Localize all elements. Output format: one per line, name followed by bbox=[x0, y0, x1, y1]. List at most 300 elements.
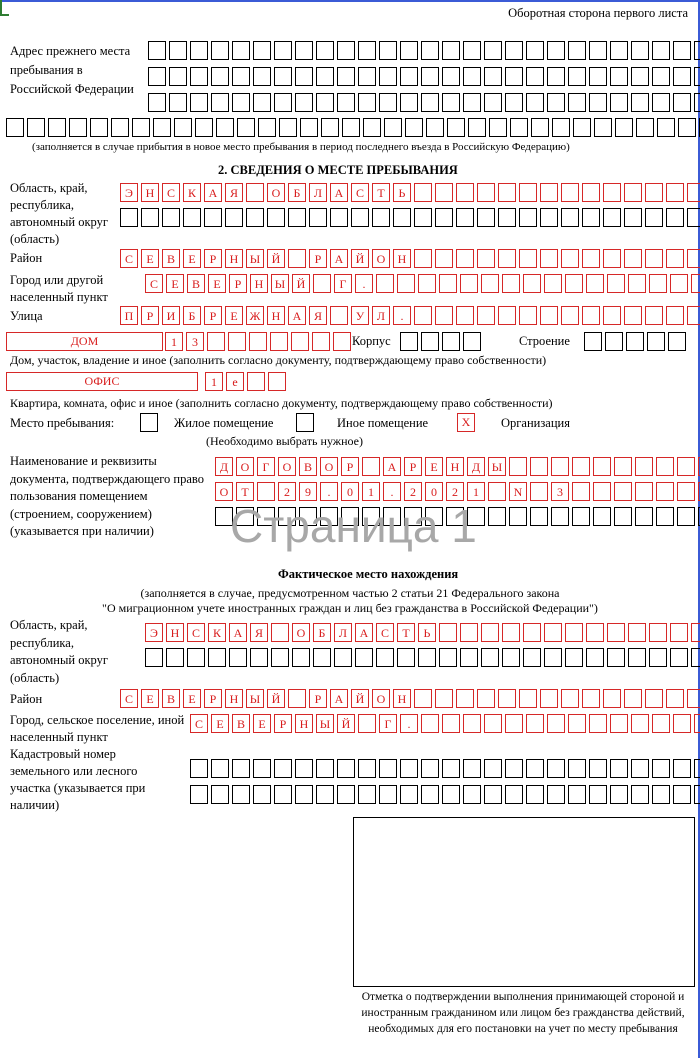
char-cell[interactable] bbox=[271, 648, 289, 667]
char-cell[interactable]: С bbox=[162, 183, 180, 202]
char-cell[interactable]: . bbox=[320, 482, 338, 501]
char-cell[interactable]: О bbox=[292, 623, 310, 642]
char-cell[interactable] bbox=[268, 372, 286, 391]
char-cell[interactable] bbox=[414, 208, 432, 227]
char-cell[interactable] bbox=[589, 93, 607, 112]
char-cell[interactable]: С bbox=[187, 623, 205, 642]
char-cell[interactable] bbox=[572, 482, 590, 501]
char-cell[interactable]: Б bbox=[288, 183, 306, 202]
char-cell[interactable] bbox=[48, 118, 66, 137]
char-cell[interactable] bbox=[148, 41, 166, 60]
char-cell[interactable] bbox=[573, 118, 591, 137]
char-cell[interactable] bbox=[397, 274, 415, 293]
char-cell[interactable] bbox=[250, 648, 268, 667]
cadastral-line-1[interactable] bbox=[190, 759, 700, 778]
char-cell[interactable] bbox=[694, 41, 700, 60]
char-cell[interactable] bbox=[477, 249, 495, 268]
char-cell[interactable]: Д bbox=[215, 457, 233, 476]
char-cell[interactable] bbox=[421, 332, 439, 351]
char-cell[interactable] bbox=[253, 67, 271, 86]
char-cell[interactable]: К bbox=[183, 183, 201, 202]
char-cell[interactable] bbox=[523, 648, 541, 667]
char-cell[interactable] bbox=[162, 208, 180, 227]
char-cell[interactable] bbox=[626, 332, 644, 351]
char-cell[interactable]: Р bbox=[204, 306, 222, 325]
char-cell[interactable] bbox=[358, 67, 376, 86]
char-cell[interactable] bbox=[421, 785, 439, 804]
char-cell[interactable] bbox=[249, 332, 267, 351]
char-cell[interactable] bbox=[631, 93, 649, 112]
district-line[interactable] bbox=[120, 249, 700, 268]
char-cell[interactable] bbox=[561, 306, 579, 325]
char-cell[interactable] bbox=[481, 648, 499, 667]
char-cell[interactable] bbox=[610, 714, 628, 733]
char-cell[interactable] bbox=[666, 689, 684, 708]
char-cell[interactable] bbox=[666, 249, 684, 268]
char-cell[interactable] bbox=[540, 689, 558, 708]
char-cell[interactable] bbox=[589, 759, 607, 778]
char-cell[interactable] bbox=[456, 183, 474, 202]
char-cell[interactable] bbox=[207, 332, 225, 351]
char-cell[interactable] bbox=[610, 41, 628, 60]
street-line[interactable] bbox=[120, 306, 700, 325]
char-cell[interactable] bbox=[183, 208, 201, 227]
char-cell[interactable] bbox=[523, 274, 541, 293]
char-cell[interactable] bbox=[337, 41, 355, 60]
char-cell[interactable] bbox=[190, 67, 208, 86]
char-cell[interactable] bbox=[589, 785, 607, 804]
city-line[interactable] bbox=[145, 274, 700, 293]
char-cell[interactable] bbox=[547, 759, 565, 778]
char-cell[interactable] bbox=[505, 67, 523, 86]
char-cell[interactable] bbox=[568, 785, 586, 804]
char-cell[interactable] bbox=[540, 208, 558, 227]
char-cell[interactable] bbox=[174, 118, 192, 137]
char-cell[interactable] bbox=[312, 332, 330, 351]
char-cell[interactable] bbox=[316, 785, 334, 804]
char-cell[interactable]: А bbox=[204, 183, 222, 202]
char-cell[interactable] bbox=[552, 118, 570, 137]
char-cell[interactable]: Б bbox=[313, 623, 331, 642]
char-cell[interactable] bbox=[435, 306, 453, 325]
char-cell[interactable] bbox=[148, 67, 166, 86]
char-cell[interactable] bbox=[605, 332, 623, 351]
char-cell[interactable] bbox=[484, 67, 502, 86]
char-cell[interactable]: Т bbox=[372, 183, 390, 202]
char-cell[interactable]: С bbox=[351, 183, 369, 202]
char-cell[interactable] bbox=[300, 118, 318, 137]
char-cell[interactable]: 1 bbox=[165, 332, 183, 351]
char-cell[interactable] bbox=[379, 785, 397, 804]
char-cell[interactable]: Й bbox=[351, 689, 369, 708]
char-cell[interactable] bbox=[687, 183, 700, 202]
char-cell[interactable] bbox=[551, 507, 569, 526]
char-cell[interactable] bbox=[257, 482, 275, 501]
char-cell[interactable] bbox=[211, 759, 229, 778]
char-cell[interactable] bbox=[442, 759, 460, 778]
char-cell[interactable] bbox=[204, 208, 222, 227]
char-cell[interactable] bbox=[421, 759, 439, 778]
char-cell[interactable] bbox=[645, 306, 663, 325]
char-cell[interactable] bbox=[421, 714, 439, 733]
char-cell[interactable] bbox=[586, 623, 604, 642]
char-cell[interactable] bbox=[687, 208, 700, 227]
char-cell[interactable] bbox=[603, 306, 621, 325]
char-cell[interactable] bbox=[568, 714, 586, 733]
char-cell[interactable] bbox=[635, 507, 653, 526]
char-cell[interactable] bbox=[603, 689, 621, 708]
char-cell[interactable] bbox=[400, 41, 418, 60]
char-cell[interactable] bbox=[274, 67, 292, 86]
char-cell[interactable] bbox=[379, 41, 397, 60]
char-cell[interactable] bbox=[614, 507, 632, 526]
char-cell[interactable]: Р bbox=[309, 689, 327, 708]
char-cell[interactable] bbox=[316, 93, 334, 112]
char-cell[interactable] bbox=[691, 648, 700, 667]
char-cell[interactable] bbox=[330, 208, 348, 227]
char-cell[interactable] bbox=[498, 208, 516, 227]
char-cell[interactable] bbox=[274, 759, 292, 778]
char-cell[interactable] bbox=[463, 332, 481, 351]
char-cell[interactable] bbox=[645, 208, 663, 227]
char-cell[interactable] bbox=[393, 208, 411, 227]
char-cell[interactable]: А bbox=[330, 249, 348, 268]
char-cell[interactable] bbox=[379, 67, 397, 86]
char-cell[interactable] bbox=[169, 93, 187, 112]
char-cell[interactable]: О bbox=[267, 183, 285, 202]
char-cell[interactable] bbox=[565, 623, 583, 642]
char-cell[interactable] bbox=[547, 41, 565, 60]
char-cell[interactable] bbox=[442, 332, 460, 351]
char-cell[interactable]: Р bbox=[341, 457, 359, 476]
char-cell[interactable] bbox=[330, 306, 348, 325]
char-cell[interactable] bbox=[547, 714, 565, 733]
char-cell[interactable] bbox=[481, 623, 499, 642]
char-cell[interactable] bbox=[656, 507, 674, 526]
char-cell[interactable]: Н bbox=[295, 714, 313, 733]
char-cell[interactable] bbox=[498, 183, 516, 202]
char-cell[interactable] bbox=[120, 208, 138, 227]
char-cell[interactable] bbox=[253, 93, 271, 112]
char-cell[interactable]: 2 bbox=[278, 482, 296, 501]
char-cell[interactable] bbox=[295, 785, 313, 804]
char-cell[interactable]: . bbox=[400, 714, 418, 733]
char-cell[interactable] bbox=[397, 648, 415, 667]
char-cell[interactable] bbox=[607, 648, 625, 667]
char-cell[interactable] bbox=[141, 208, 159, 227]
char-cell[interactable]: 3 bbox=[186, 332, 204, 351]
char-cell[interactable] bbox=[111, 118, 129, 137]
char-cell[interactable] bbox=[316, 759, 334, 778]
char-cell[interactable] bbox=[372, 208, 390, 227]
char-cell[interactable] bbox=[274, 785, 292, 804]
building-field[interactable] bbox=[584, 332, 689, 351]
char-cell[interactable] bbox=[572, 457, 590, 476]
char-cell[interactable] bbox=[288, 208, 306, 227]
char-cell[interactable]: Н bbox=[267, 306, 285, 325]
char-cell[interactable]: Н bbox=[393, 249, 411, 268]
char-cell[interactable] bbox=[253, 785, 271, 804]
char-cell[interactable]: . bbox=[393, 306, 411, 325]
char-cell[interactable]: А bbox=[355, 623, 373, 642]
char-cell[interactable] bbox=[547, 93, 565, 112]
char-cell[interactable]: В bbox=[187, 274, 205, 293]
char-cell[interactable]: Н bbox=[446, 457, 464, 476]
char-cell[interactable]: Е bbox=[211, 714, 229, 733]
char-cell[interactable] bbox=[593, 507, 611, 526]
char-cell[interactable] bbox=[673, 41, 691, 60]
char-cell[interactable] bbox=[551, 457, 569, 476]
char-cell[interactable] bbox=[489, 118, 507, 137]
char-cell[interactable] bbox=[530, 482, 548, 501]
char-cell[interactable]: С bbox=[190, 714, 208, 733]
char-cell[interactable] bbox=[568, 93, 586, 112]
char-cell[interactable]: У bbox=[351, 306, 369, 325]
char-cell[interactable] bbox=[677, 507, 695, 526]
char-cell[interactable]: Е bbox=[183, 689, 201, 708]
char-cell[interactable] bbox=[631, 41, 649, 60]
char-cell[interactable] bbox=[647, 332, 665, 351]
char-cell[interactable]: Т bbox=[236, 482, 254, 501]
char-cell[interactable] bbox=[232, 93, 250, 112]
char-cell[interactable] bbox=[463, 714, 481, 733]
char-cell[interactable] bbox=[484, 785, 502, 804]
char-cell[interactable] bbox=[27, 118, 45, 137]
char-cell[interactable] bbox=[544, 623, 562, 642]
char-cell[interactable]: Р bbox=[229, 274, 247, 293]
char-cell[interactable] bbox=[190, 93, 208, 112]
char-cell[interactable]: Е bbox=[253, 714, 271, 733]
char-cell[interactable] bbox=[132, 118, 150, 137]
char-cell[interactable]: С bbox=[145, 274, 163, 293]
char-cell[interactable]: Ы bbox=[316, 714, 334, 733]
char-cell[interactable]: А bbox=[383, 457, 401, 476]
char-cell[interactable] bbox=[313, 648, 331, 667]
char-cell[interactable]: Ы bbox=[271, 274, 289, 293]
char-cell[interactable] bbox=[631, 759, 649, 778]
char-cell[interactable]: Э bbox=[145, 623, 163, 642]
char-cell[interactable] bbox=[153, 118, 171, 137]
char-cell[interactable] bbox=[384, 118, 402, 137]
char-cell[interactable] bbox=[232, 41, 250, 60]
char-cell[interactable]: О bbox=[215, 482, 233, 501]
char-cell[interactable] bbox=[603, 249, 621, 268]
char-cell[interactable] bbox=[624, 208, 642, 227]
char-cell[interactable]: А bbox=[330, 183, 348, 202]
char-cell[interactable] bbox=[414, 306, 432, 325]
char-cell[interactable] bbox=[652, 93, 670, 112]
char-cell[interactable] bbox=[677, 482, 695, 501]
char-cell[interactable] bbox=[253, 759, 271, 778]
char-cell[interactable]: Р bbox=[309, 249, 327, 268]
char-cell[interactable]: О bbox=[372, 249, 390, 268]
house-number-field[interactable] bbox=[165, 332, 354, 351]
char-cell[interactable] bbox=[502, 623, 520, 642]
char-cell[interactable]: Н bbox=[393, 689, 411, 708]
char-cell[interactable]: 0 bbox=[341, 482, 359, 501]
char-cell[interactable] bbox=[169, 41, 187, 60]
char-cell[interactable] bbox=[526, 785, 544, 804]
char-cell[interactable] bbox=[253, 41, 271, 60]
char-cell[interactable] bbox=[270, 332, 288, 351]
char-cell[interactable] bbox=[607, 623, 625, 642]
char-cell[interactable] bbox=[313, 274, 331, 293]
char-cell[interactable] bbox=[565, 648, 583, 667]
char-cell[interactable] bbox=[635, 457, 653, 476]
char-cell[interactable] bbox=[351, 208, 369, 227]
char-cell[interactable] bbox=[589, 67, 607, 86]
char-cell[interactable] bbox=[589, 41, 607, 60]
char-cell[interactable] bbox=[673, 67, 691, 86]
char-cell[interactable]: 1 bbox=[362, 482, 380, 501]
char-cell[interactable] bbox=[435, 689, 453, 708]
char-cell[interactable] bbox=[649, 648, 667, 667]
char-cell[interactable] bbox=[295, 759, 313, 778]
char-cell[interactable]: Я bbox=[309, 306, 327, 325]
char-cell[interactable] bbox=[190, 785, 208, 804]
char-cell[interactable] bbox=[225, 208, 243, 227]
char-cell[interactable] bbox=[652, 67, 670, 86]
char-cell[interactable] bbox=[652, 714, 670, 733]
char-cell[interactable] bbox=[463, 93, 481, 112]
char-cell[interactable] bbox=[400, 785, 418, 804]
char-cell[interactable] bbox=[687, 249, 700, 268]
char-cell[interactable]: Н bbox=[225, 249, 243, 268]
char-cell[interactable]: . bbox=[355, 274, 373, 293]
char-cell[interactable] bbox=[400, 67, 418, 86]
char-cell[interactable] bbox=[594, 118, 612, 137]
char-cell[interactable] bbox=[530, 457, 548, 476]
char-cell[interactable]: В bbox=[162, 249, 180, 268]
char-cell[interactable] bbox=[321, 118, 339, 137]
char-cell[interactable] bbox=[694, 785, 700, 804]
char-cell[interactable] bbox=[435, 183, 453, 202]
char-cell[interactable]: Г bbox=[334, 274, 352, 293]
char-cell[interactable]: Ы bbox=[246, 689, 264, 708]
char-cell[interactable]: Т bbox=[397, 623, 415, 642]
char-cell[interactable]: 9 bbox=[299, 482, 317, 501]
char-cell[interactable] bbox=[610, 93, 628, 112]
char-cell[interactable] bbox=[400, 759, 418, 778]
char-cell[interactable] bbox=[656, 457, 674, 476]
char-cell[interactable]: Е bbox=[225, 306, 243, 325]
char-cell[interactable] bbox=[481, 274, 499, 293]
document-line-1[interactable] bbox=[215, 457, 700, 476]
char-cell[interactable]: Й bbox=[337, 714, 355, 733]
char-cell[interactable] bbox=[484, 759, 502, 778]
char-cell[interactable] bbox=[670, 623, 688, 642]
char-cell[interactable]: Я bbox=[225, 183, 243, 202]
char-cell[interactable] bbox=[610, 759, 628, 778]
prev-address-line-1[interactable] bbox=[148, 41, 700, 60]
char-cell[interactable]: Н bbox=[141, 183, 159, 202]
char-cell[interactable]: Л bbox=[334, 623, 352, 642]
char-cell[interactable] bbox=[258, 118, 276, 137]
char-cell[interactable] bbox=[190, 759, 208, 778]
char-cell[interactable] bbox=[603, 183, 621, 202]
char-cell[interactable] bbox=[502, 648, 520, 667]
char-cell[interactable]: Е bbox=[208, 274, 226, 293]
char-cell[interactable] bbox=[645, 249, 663, 268]
char-cell[interactable] bbox=[442, 93, 460, 112]
char-cell[interactable] bbox=[463, 785, 481, 804]
char-cell[interactable] bbox=[670, 648, 688, 667]
char-cell[interactable] bbox=[477, 689, 495, 708]
char-cell[interactable]: Е bbox=[141, 249, 159, 268]
char-cell[interactable] bbox=[526, 759, 544, 778]
char-cell[interactable] bbox=[593, 457, 611, 476]
char-cell[interactable] bbox=[586, 648, 604, 667]
char-cell[interactable] bbox=[694, 759, 700, 778]
char-cell[interactable] bbox=[316, 67, 334, 86]
char-cell[interactable] bbox=[435, 249, 453, 268]
char-cell[interactable] bbox=[232, 759, 250, 778]
char-cell[interactable] bbox=[687, 306, 700, 325]
char-cell[interactable]: А bbox=[288, 306, 306, 325]
char-cell[interactable] bbox=[148, 93, 166, 112]
char-cell[interactable] bbox=[544, 274, 562, 293]
actual-region-line-2[interactable] bbox=[145, 648, 700, 667]
char-cell[interactable]: . bbox=[383, 482, 401, 501]
char-cell[interactable] bbox=[421, 41, 439, 60]
char-cell[interactable] bbox=[631, 785, 649, 804]
char-cell[interactable]: Е bbox=[141, 689, 159, 708]
char-cell[interactable]: N bbox=[509, 482, 527, 501]
char-cell[interactable] bbox=[379, 93, 397, 112]
char-cell[interactable] bbox=[379, 759, 397, 778]
char-cell[interactable] bbox=[488, 507, 506, 526]
char-cell[interactable]: Ь bbox=[393, 183, 411, 202]
char-cell[interactable] bbox=[442, 67, 460, 86]
char-cell[interactable] bbox=[237, 118, 255, 137]
char-cell[interactable] bbox=[295, 93, 313, 112]
korpus-field[interactable] bbox=[400, 332, 484, 351]
char-cell[interactable] bbox=[584, 332, 602, 351]
char-cell[interactable] bbox=[292, 648, 310, 667]
char-cell[interactable] bbox=[488, 482, 506, 501]
char-cell[interactable] bbox=[636, 118, 654, 137]
char-cell[interactable] bbox=[229, 648, 247, 667]
char-cell[interactable]: 2 bbox=[446, 482, 464, 501]
char-cell[interactable] bbox=[582, 249, 600, 268]
char-cell[interactable] bbox=[523, 623, 541, 642]
char-cell[interactable]: И bbox=[162, 306, 180, 325]
char-cell[interactable] bbox=[561, 208, 579, 227]
char-cell[interactable] bbox=[561, 183, 579, 202]
char-cell[interactable] bbox=[447, 118, 465, 137]
char-cell[interactable] bbox=[295, 41, 313, 60]
char-cell[interactable]: Р bbox=[204, 689, 222, 708]
char-cell[interactable] bbox=[631, 714, 649, 733]
char-cell[interactable] bbox=[232, 785, 250, 804]
char-cell[interactable] bbox=[530, 507, 548, 526]
char-cell[interactable] bbox=[561, 249, 579, 268]
char-cell[interactable] bbox=[6, 118, 24, 137]
char-cell[interactable] bbox=[673, 93, 691, 112]
char-cell[interactable]: 1 bbox=[467, 482, 485, 501]
char-cell[interactable] bbox=[468, 118, 486, 137]
char-cell[interactable] bbox=[544, 648, 562, 667]
char-cell[interactable] bbox=[228, 332, 246, 351]
char-cell[interactable]: Р bbox=[274, 714, 292, 733]
char-cell[interactable] bbox=[211, 93, 229, 112]
char-cell[interactable] bbox=[624, 306, 642, 325]
char-cell[interactable] bbox=[291, 332, 309, 351]
char-cell[interactable]: Ж bbox=[246, 306, 264, 325]
char-cell[interactable] bbox=[421, 93, 439, 112]
char-cell[interactable]: Е bbox=[425, 457, 443, 476]
char-cell[interactable] bbox=[526, 714, 544, 733]
